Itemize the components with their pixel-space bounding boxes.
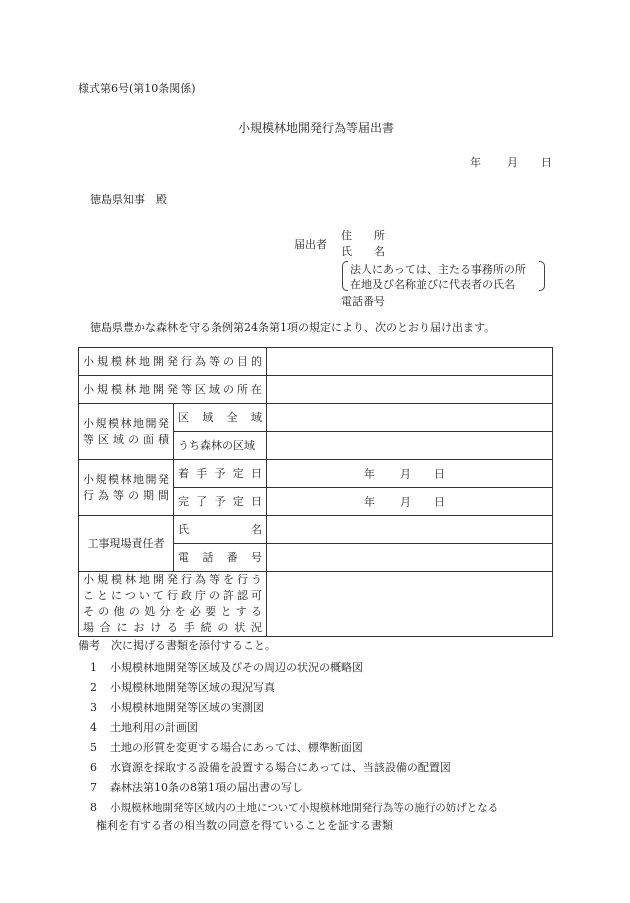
end-month: 月 (400, 495, 411, 508)
manager-phone-value[interactable] (267, 544, 553, 572)
area-forest-label: うち森林の区域 (174, 432, 267, 460)
manager-name-value[interactable] (267, 516, 553, 544)
notes-header: 備考 次に掲げる書類を添付すること。 (78, 639, 276, 652)
period-label-line-2: 行為等の期間 (83, 488, 169, 502)
note-number: 8 (90, 801, 97, 814)
row-manager-name (79, 516, 553, 544)
note-item (90, 682, 275, 693)
note-item (90, 802, 498, 814)
permit-value[interactable] (267, 572, 553, 637)
address-label: 住 所 (341, 229, 385, 242)
permit-line-1: 小規模林地開発行為等を行う (83, 573, 262, 586)
permit-line-4: 場合における手続の状況 (83, 621, 262, 634)
area-label (79, 404, 174, 460)
note-item (90, 762, 451, 773)
period-label-line-1: 小規模林地開発 (83, 472, 169, 486)
phone-label: 電話番号 (341, 295, 385, 308)
applicant-block (280, 227, 580, 309)
period-label (79, 460, 174, 516)
addressee: 徳島県知事 殿 (90, 193, 167, 206)
note-item (90, 662, 363, 673)
note-text: 水資源を採取する設備を設置する場合にあっては、当該設備の配置図 (110, 761, 451, 774)
end-day: 日 (434, 495, 445, 508)
date-month: 月 (507, 156, 518, 169)
row-start (79, 460, 553, 488)
bracket-right (539, 261, 545, 291)
note-text: 小規模林地開発等区域の現況写真 (110, 681, 275, 694)
note-item (90, 702, 264, 713)
manager-label: 工事現場責任者 (79, 516, 174, 572)
note-number: 5 (90, 741, 97, 754)
form-number: 様式第6号(第10条関係) (78, 82, 196, 95)
location-value[interactable] (267, 376, 553, 404)
end-date-field[interactable] (267, 488, 553, 516)
permit-line-2: ことについて行政庁の許認可 (83, 589, 262, 602)
start-label: 着手予定日 (174, 460, 267, 488)
row-purpose (79, 348, 553, 376)
note-item-continuation: 権利を有する者の相当数の同意を得ていることを証する書類 (96, 819, 393, 832)
page-title: 小規模林地開発行為等届出書 (238, 121, 395, 135)
start-day: 日 (434, 467, 445, 480)
name-label: 氏 名 (341, 245, 385, 258)
note-number: 4 (90, 721, 97, 734)
note-text: 土地利用の計画図 (110, 721, 198, 734)
note-text: 森林法第10条の8第1項の届出書の写し (110, 781, 303, 794)
row-permit (79, 572, 553, 637)
intro-text: 徳島県豊かな森林を守る条例第24条第1項の規定により、次のとおり届け出ます。 (90, 321, 496, 334)
location-label: 小規模林地開発等区域の所在 (79, 376, 267, 404)
purpose-value[interactable] (267, 348, 553, 376)
purpose-label: 小規模林地開発行為等の目的 (79, 348, 267, 376)
row-area-total (79, 404, 553, 432)
manager-name-label: 氏名 (174, 516, 267, 544)
area-label-line-2: 等区域の面積 (83, 432, 169, 446)
end-label: 完了予定日 (174, 488, 267, 516)
note-number: 2 (90, 681, 97, 694)
date-day: 日 (541, 156, 552, 169)
note-item (90, 722, 198, 733)
note-item (90, 782, 303, 793)
note-item (90, 742, 363, 753)
bracket-left (342, 261, 348, 291)
note-text: 小規模林地開発等区域の実測図 (110, 701, 264, 714)
note-number: 1 (90, 661, 97, 674)
note-number: 6 (90, 761, 97, 774)
end-year: 年 (364, 495, 375, 508)
start-year: 年 (364, 467, 375, 480)
note-text: 小規模林地開発等区域内の土地について小規模林地開発行為等の施行の妨げとなる (110, 802, 499, 814)
start-month: 月 (400, 467, 411, 480)
start-date-field[interactable] (267, 460, 553, 488)
form-table (78, 347, 553, 637)
area-label-line-1: 小規模林地開発 (83, 416, 169, 430)
bracket-line-2: 在地及び名称並びに代表者の氏名 (350, 278, 515, 291)
note-number: 7 (90, 781, 97, 794)
row-location (79, 376, 553, 404)
area-total-label: 区域全域 (174, 404, 267, 432)
note-number: 3 (90, 701, 97, 714)
permit-label (79, 572, 267, 637)
date-year: 年 (470, 156, 481, 169)
area-forest-value[interactable] (267, 432, 553, 460)
note-text: 土地の形質を変更する場合にあっては、標準断面図 (110, 741, 363, 754)
applicant-label: 届出者 (294, 238, 327, 251)
area-total-value[interactable] (267, 404, 553, 432)
note-text: 小規模林地開発等区域及びその周辺の状況の概略図 (110, 661, 363, 674)
permit-line-3: その他の処分を必要とする (83, 605, 262, 618)
bracket-line-1: 法人にあっては、主たる事務所の所 (350, 263, 526, 276)
manager-phone-label: 電話番号 (174, 544, 267, 572)
